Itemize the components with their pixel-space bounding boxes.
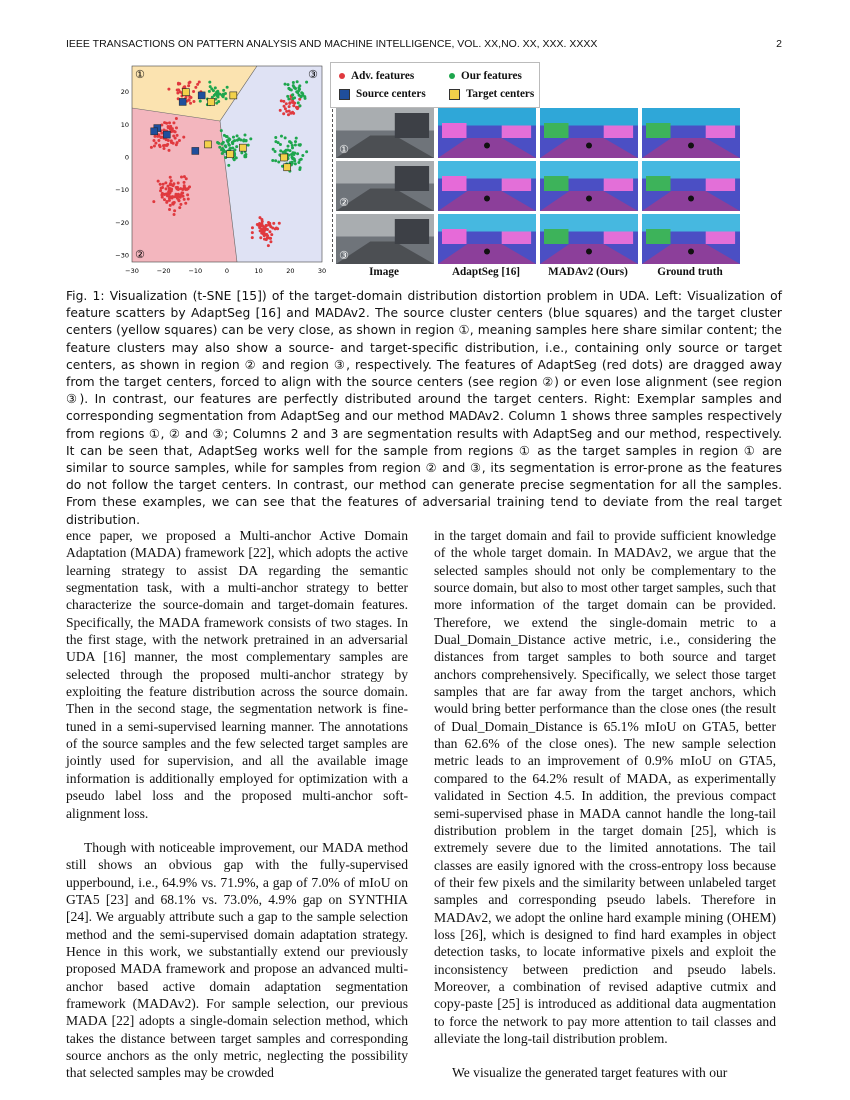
adv-feature-point — [183, 175, 186, 178]
seg-car — [484, 143, 490, 149]
target-center-marker — [205, 141, 212, 148]
adv-feature-point — [182, 136, 185, 139]
our-feature-point — [222, 89, 225, 92]
adv-feature-point — [196, 83, 199, 86]
col-label-ground-truth: Ground truth — [657, 266, 723, 278]
our-feature-point — [210, 87, 213, 90]
seg-sidewalk — [706, 232, 735, 245]
our-feature-point — [224, 145, 227, 148]
our-feature-point — [226, 86, 229, 89]
seg-sky — [540, 214, 638, 232]
adv-feature-point — [183, 198, 186, 201]
seg-sky — [438, 108, 536, 126]
seg-sidewalk — [502, 179, 531, 192]
adv-feature-point — [256, 223, 259, 226]
our-feature-point — [299, 166, 302, 169]
our-feature-point — [220, 142, 223, 145]
legend-ours-label: Our features — [461, 70, 522, 82]
our-feature-point — [292, 81, 295, 84]
adv-feature-point — [159, 189, 162, 192]
adv-feature-point — [295, 106, 298, 109]
adv-feature-point — [160, 187, 163, 190]
adv-feature-point — [180, 193, 183, 196]
adv-feature-point — [153, 135, 156, 138]
seg-vegetation — [646, 123, 671, 138]
adv-feature-point — [266, 228, 269, 231]
adv-feature-point — [279, 109, 282, 112]
seg-sky — [642, 161, 740, 179]
adv-feature-point — [173, 195, 176, 198]
our-feature-point — [277, 141, 280, 144]
source-center-marker — [151, 128, 158, 135]
adv-feature-point — [282, 100, 285, 103]
running-head — [66, 38, 782, 52]
target-center-marker — [230, 92, 237, 99]
adv-feature-point — [175, 117, 178, 120]
adv-feature-point — [258, 216, 261, 219]
our-feature-point — [226, 139, 229, 142]
seg-car — [586, 196, 592, 202]
seg-car — [586, 143, 592, 149]
col-label-madav2: MADAv2 (Ours) — [548, 266, 628, 278]
adv-feature-point — [166, 143, 169, 146]
adv-feature-point — [258, 226, 261, 229]
adv-feature-point — [173, 213, 176, 216]
adv-feature-point — [187, 84, 190, 87]
adv-feature-point — [153, 144, 156, 147]
our-feature-point — [286, 95, 289, 98]
seg-car — [688, 196, 694, 202]
adv-feature-point — [289, 112, 292, 115]
seg-sidewalk — [706, 179, 735, 192]
seg-vegetation — [544, 176, 569, 191]
photo-building — [395, 219, 429, 244]
adv-feature-point — [157, 139, 160, 142]
our-feature-point — [284, 136, 287, 139]
right-column — [434, 527, 776, 1082]
adv-feature-point — [173, 209, 176, 212]
adv-feature-point — [177, 193, 180, 196]
adv-feature-point — [183, 181, 186, 184]
source-center-marker — [198, 92, 205, 99]
source-square-icon — [339, 89, 350, 100]
adv-feature-point — [251, 231, 254, 234]
adv-feature-point — [150, 146, 153, 149]
adv-feature-point — [166, 194, 169, 197]
adv-feature-point — [268, 237, 271, 240]
adv-feature-point — [159, 145, 162, 148]
adv-feature-point — [169, 176, 172, 179]
ours-dot-icon — [449, 73, 455, 79]
adv-feature-point — [154, 142, 157, 145]
our-feature-point — [305, 150, 308, 153]
our-feature-point — [287, 98, 290, 101]
adv-feature-point — [168, 121, 171, 124]
seg-sky — [540, 161, 638, 179]
adv-feature-point — [176, 141, 179, 144]
row-label: ① — [339, 143, 349, 156]
our-feature-point — [249, 137, 252, 140]
adv-feature-point — [163, 198, 166, 201]
adv-feature-point — [172, 201, 175, 204]
adv-feature-point — [259, 236, 262, 239]
our-feature-point — [225, 135, 228, 138]
adv-feature-point — [184, 202, 187, 205]
adv-feature-point — [275, 227, 278, 230]
adv-feature-point — [177, 83, 180, 86]
our-feature-point — [208, 90, 211, 93]
our-feature-point — [227, 143, 230, 146]
our-feature-point — [236, 134, 239, 137]
target-square-icon — [449, 89, 460, 100]
target-center-marker — [182, 89, 189, 96]
adv-feature-point — [285, 110, 288, 113]
our-feature-point — [293, 96, 296, 99]
adv-feature-point — [272, 222, 275, 225]
our-feature-point — [279, 143, 282, 146]
legend-adv-label: Adv. features — [351, 70, 415, 82]
adv-feature-point — [167, 88, 170, 91]
row-label: ② — [339, 196, 349, 209]
adv-feature-point — [179, 203, 182, 206]
our-feature-point — [235, 145, 238, 148]
adv-feature-point — [176, 134, 179, 137]
photo-building — [395, 166, 429, 191]
target-center-marker — [281, 154, 288, 161]
our-feature-point — [216, 90, 219, 93]
adv-feature-point — [178, 206, 181, 209]
adv-feature-point — [288, 105, 291, 108]
seg-sidewalk — [706, 126, 735, 139]
adv-feature-point — [262, 231, 265, 234]
adv-feature-point — [189, 96, 192, 99]
adv-feature-point — [152, 200, 155, 203]
x-tick-label: 20 — [286, 267, 295, 275]
adv-feature-point — [292, 104, 295, 107]
adv-feature-point — [152, 139, 155, 142]
target-center-marker — [227, 151, 234, 158]
target-center-marker — [239, 144, 246, 151]
our-feature-point — [296, 152, 299, 155]
seg-sky — [642, 108, 740, 126]
y-tick-label: 10 — [120, 120, 129, 129]
adv-feature-point — [194, 86, 197, 89]
seg-vegetation — [442, 176, 467, 191]
x-tick-label: 30 — [317, 267, 327, 275]
x-tick-label: −30 — [125, 267, 139, 275]
adv-feature-point — [167, 191, 170, 194]
adv-feature-point — [176, 92, 179, 95]
adv-feature-point — [170, 179, 173, 182]
our-feature-point — [294, 140, 297, 143]
adv-feature-point — [163, 193, 166, 196]
target-center-marker — [208, 98, 215, 105]
target-center-marker — [284, 164, 291, 171]
our-feature-point — [274, 159, 277, 162]
x-tick-label: −20 — [156, 267, 171, 275]
seg-sidewalk — [502, 126, 531, 139]
legend-adv — [339, 70, 414, 82]
left-column — [66, 527, 408, 1082]
our-feature-point — [277, 161, 280, 164]
adv-feature-point — [175, 126, 178, 129]
our-feature-point — [294, 162, 297, 165]
adv-feature-point — [177, 182, 180, 185]
col-label-image: Image — [369, 266, 399, 278]
our-feature-point — [288, 149, 291, 152]
our-feature-point — [244, 139, 247, 142]
region-label: ③ — [308, 68, 318, 81]
adv-feature-point — [187, 198, 190, 201]
adv-feature-point — [188, 185, 191, 188]
adv-feature-point — [189, 102, 192, 105]
our-feature-point — [216, 141, 219, 144]
our-feature-point — [208, 81, 211, 84]
our-feature-point — [291, 144, 294, 147]
legend-target — [449, 88, 534, 100]
seg-sky — [438, 214, 536, 232]
our-feature-point — [298, 104, 301, 107]
our-feature-point — [303, 95, 306, 98]
left-paragraph-1: ence paper, we proposed a Multi-anchor Active Domain Adaptation (MADA) framework [22], which adopts the active learning strategy to assist DA regarding the semantic segmentation task, with a multi-anchor strategy to better characterize the source-domain and target-domain features. Specifically, the MADA framework consists of two stages. In the first stage, with the network pretrained in an adversarial UDA [16] manner, the most complementary samples are selected through the proposed multi-anchor strategy by exploiting the feature distribution across the source domain. Then in the second stage, the segmentation network is fine-tuned in a semi-supervised learning manner. The annotations of the source samples and the few selected target samples are jointly used for supervision, and all the available image information is additionally employed for optimization with a pseudo label loss and the proposed multi-anchor soft-alignment loss. — [66, 528, 408, 821]
adv-feature-point — [184, 187, 187, 190]
adv-feature-point — [178, 139, 181, 142]
col-label-adaptseg: AdaptSeg [16] — [451, 266, 521, 278]
x-tick-label: −10 — [188, 267, 203, 275]
our-feature-point — [288, 87, 291, 90]
source-center-marker — [192, 147, 199, 154]
our-feature-point — [287, 145, 290, 148]
seg-car — [586, 249, 592, 255]
our-feature-point — [244, 133, 247, 136]
adv-feature-point — [292, 112, 295, 115]
y-tick-label: −20 — [115, 218, 129, 227]
our-feature-point — [225, 97, 228, 100]
seg-car — [484, 249, 490, 255]
our-feature-point — [274, 150, 277, 153]
our-feature-point — [214, 86, 217, 89]
y-tick-label: −30 — [115, 251, 129, 260]
our-feature-point — [221, 147, 224, 150]
adv-feature-point — [168, 149, 171, 152]
our-feature-point — [291, 93, 294, 96]
adv-feature-point — [288, 102, 291, 105]
adv-feature-point — [267, 244, 270, 247]
adv-feature-point — [164, 144, 167, 147]
adv-feature-point — [163, 147, 166, 150]
seg-sidewalk — [604, 126, 633, 139]
our-feature-point — [279, 149, 282, 152]
legend-ours — [449, 70, 522, 82]
seg-car — [484, 196, 490, 202]
seg-sidewalk — [502, 232, 531, 245]
legend-target-label: Target centers — [466, 88, 535, 100]
journal-title: IEEE TRANSACTIONS ON PATTERN ANALYSIS AND MACHINE INTELLIGENCE, VOL. XX,NO. XX, XXX. XXXX — [66, 38, 598, 50]
our-feature-point — [294, 143, 297, 146]
adv-feature-point — [285, 102, 288, 105]
adv-feature-point — [186, 193, 189, 196]
seg-vegetation — [544, 229, 569, 244]
our-feature-point — [293, 86, 296, 89]
adv-feature-point — [178, 199, 181, 202]
our-feature-point — [247, 144, 250, 147]
adv-feature-point — [268, 230, 271, 233]
adv-feature-point — [166, 185, 169, 188]
adv-feature-point — [162, 183, 165, 186]
seg-vegetation — [646, 176, 671, 191]
region-label: ② — [135, 248, 145, 261]
our-feature-point — [296, 80, 299, 83]
seg-sidewalk — [604, 232, 633, 245]
adv-feature-point — [251, 226, 254, 229]
our-feature-point — [235, 156, 238, 159]
adv-feature-point — [267, 223, 270, 226]
adv-feature-point — [177, 188, 180, 191]
figure-legend — [330, 62, 540, 108]
our-feature-point — [297, 101, 300, 104]
adv-feature-point — [165, 200, 168, 203]
figure-caption: Fig. 1: Visualization (t-SNE [15]) of the target-domain distribution distortion problem in UDA. Left: Visualization of feature scatters by AdaptSeg [16] and MADAv2. The source cluster centers (blue squares) and the target cluster centers (yellow squares) can be very close, as shown in region ①, meaning samples here share similar content; the feature clusters may also show a source- and target-specific distribution, i.e., containing only source or target centers, as shown in region ② and region ③, respectively. The features of AdaptSeg (red dots) are dragged away from the target centers, forced to align with the source centers (see region ②) or even lose alignment (see region ③). In contrast, our features are perfectly distributed around the target centers. Right: Exemplar samples and corresponding segmentation from AdaptSeg and our method MADAv2. Column 1 shows three samples respectively from regions ①, ② and ③; Columns 2 and 3 are segmentation results with AdaptSeg and our method, respectively. It can be seen that, AdaptSeg works well for the sample from regions ① as the target samples in region ① are similar to source samples, while for samples from region ② and ③, its segmentation is error-prone as the features do not follow the target centers. In contrast, our method can generate precise segmentation for all the samples. From these examples, we can see that the features of adversarial training tend to deviate from the real target distribution. — [66, 289, 782, 527]
adv-feature-point — [282, 112, 285, 115]
adv-feature-point — [265, 224, 268, 227]
adv-feature-point — [165, 138, 168, 141]
adv-feature-point — [192, 100, 195, 103]
region-label: ① — [135, 68, 145, 81]
seg-sky — [642, 214, 740, 232]
our-feature-point — [274, 136, 277, 139]
photo-building — [395, 113, 429, 138]
our-feature-point — [213, 94, 216, 97]
our-feature-point — [240, 151, 243, 154]
adv-feature-point — [287, 113, 290, 116]
adv-feature-point — [270, 233, 273, 236]
our-feature-point — [227, 164, 230, 167]
our-feature-point — [280, 135, 283, 138]
legend-source — [339, 88, 426, 100]
seg-sky — [438, 161, 536, 179]
source-center-marker — [179, 98, 186, 105]
adv-feature-point — [170, 183, 173, 186]
adv-feature-point — [283, 105, 286, 108]
right-paragraph-1: in the target domain and fail to provide sufficient knowledge of the whole target domain. In MADAv2, we argue that the selected samples should not only be complementary to the source domain, but also to most other target samples, such that more information of the target domain can be provided. Therefore, we extend the single-domain metric to a Dual_Domain_Distance active metric, i.e., considering the distances from target samples to both source and target anchors comprehensively. Specifically, we select those target samples that are far away from the target anchors, which would bring better performance than the close ones (the result of Dual_Domain_Distance is 65.1% mIoU on GTA5, better than 62.6% of the close ones). The new sample selection metric leads to an improvement of 0.9% mIoU on GTA5, compared to the 64.2% result of MADA, as experimentally validated in Section 4.5. In addition, the previous compact semi-supervised phase in MADA cannot handle the long-tail distribution problem in the target domain [25], which is extremely severe due to the limited annotations. The tail classes are easily ignored with the cross-entropy loss because of their few pixels and the similarity between unlabeled target samples and corresponding pseudo labels. Therefore in MADAv2, we adopt the online hard example mining (OHEM) loss [26], which is designed to find hard examples in object detection tasks, to locate informative pixels and exploit the inconsistency between prediction and pseudo labels. Moreover, a combination of revised adaptive cutmix and copy-paste [25] is introduced as additional data augmentation to force the network to pay more attention to tail classes and alleviate the long-tail distribution problem. — [434, 528, 776, 1046]
source-center-marker — [163, 131, 170, 138]
adv-feature-point — [172, 121, 175, 124]
seg-sidewalk — [604, 179, 633, 192]
adv-feature-point — [169, 204, 172, 207]
adv-feature-point — [284, 107, 287, 110]
seg-vegetation — [442, 229, 467, 244]
our-feature-point — [231, 141, 234, 144]
our-feature-point — [217, 96, 220, 99]
y-tick-label: 0 — [124, 153, 129, 162]
figure-1 — [110, 62, 740, 277]
our-feature-point — [244, 155, 247, 158]
adv-feature-point — [165, 187, 168, 190]
adv-feature-point — [172, 135, 175, 138]
x-tick-label: 0 — [224, 267, 230, 275]
adv-feature-point — [168, 208, 171, 211]
adv-feature-point — [157, 180, 160, 183]
adv-feature-point — [176, 89, 179, 92]
segmentation-grid — [336, 108, 746, 268]
our-feature-point — [298, 84, 301, 87]
our-feature-point — [297, 143, 300, 146]
page-number: 2 — [776, 38, 782, 50]
our-feature-point — [295, 137, 298, 140]
adv-feature-point — [188, 81, 191, 84]
our-feature-point — [218, 146, 221, 149]
row-label: ③ — [339, 249, 349, 262]
adv-feature-point — [159, 183, 162, 186]
adv-feature-point — [183, 85, 186, 88]
right-paragraph-2: We visualize the generated target features with our — [452, 1065, 728, 1081]
our-feature-point — [284, 83, 287, 86]
seg-vegetation — [442, 123, 467, 138]
our-feature-point — [300, 158, 303, 161]
adv-feature-point — [163, 121, 166, 124]
our-feature-point — [220, 129, 223, 132]
adv-feature-point — [170, 139, 173, 142]
tsne-scatter-plot — [110, 62, 330, 277]
our-feature-point — [215, 102, 218, 105]
seg-vegetation — [544, 123, 569, 138]
adv-feature-point — [261, 220, 264, 223]
our-feature-point — [238, 138, 241, 141]
our-feature-point — [271, 159, 274, 162]
y-tick-label: 20 — [120, 88, 129, 97]
our-feature-point — [296, 91, 299, 94]
adv-feature-point — [180, 175, 183, 178]
adv-feature-point — [169, 125, 172, 128]
adv-feature-point — [266, 234, 269, 237]
adv-feature-point — [263, 238, 266, 241]
y-tick-label: −10 — [115, 186, 129, 195]
seg-car — [688, 143, 694, 149]
our-feature-point — [272, 148, 275, 151]
our-feature-point — [199, 100, 202, 103]
our-feature-point — [288, 140, 291, 143]
our-feature-point — [301, 154, 304, 157]
adv-dot-icon — [339, 73, 345, 79]
adv-feature-point — [280, 99, 283, 102]
left-paragraph-2: Though with noticeable improvement, our MADA method still shows an obvious gap with the fully-supervised upperbound, i.e., 64.9% vs. 71.9%, a gap of 7.0% of mIoU on GTA5 [23] and 68.1% vs. 73.0%, 4.9% gap on SYNTHIA [24]. We arguably attribute such a gap to the sample selection method and the semi-supervised domain adaptation strategy. Hence in this work, we substantially extend our previously proposed MADA framework and propose an advanced multi-anchor based active domain adaptation segmentation framework (MADAv2). For sample selection, our previous MADA [22] adopts a single-domain selection method, which takes the distance between target samples and corresponding source anchors as the only metric, neglecting the possibility that selected samples may be crowded — [66, 839, 408, 1081]
adv-feature-point — [278, 222, 281, 225]
adv-feature-point — [259, 229, 262, 232]
our-feature-point — [305, 81, 308, 84]
our-feature-point — [222, 93, 225, 96]
our-feature-point — [291, 156, 294, 159]
our-feature-point — [293, 158, 296, 161]
adv-feature-point — [171, 197, 174, 200]
adv-feature-point — [164, 181, 167, 184]
x-tick-label: 10 — [254, 267, 263, 275]
adv-feature-point — [192, 90, 195, 93]
seg-vegetation — [646, 229, 671, 244]
our-feature-point — [301, 92, 304, 95]
adv-feature-point — [251, 236, 254, 239]
legend-source-label: Source centers — [356, 88, 426, 100]
adv-feature-point — [269, 240, 272, 243]
our-feature-point — [300, 95, 303, 98]
our-feature-point — [287, 83, 290, 86]
seg-car — [688, 249, 694, 255]
our-feature-point — [293, 152, 296, 155]
our-feature-point — [232, 136, 235, 139]
seg-sky — [540, 108, 638, 126]
